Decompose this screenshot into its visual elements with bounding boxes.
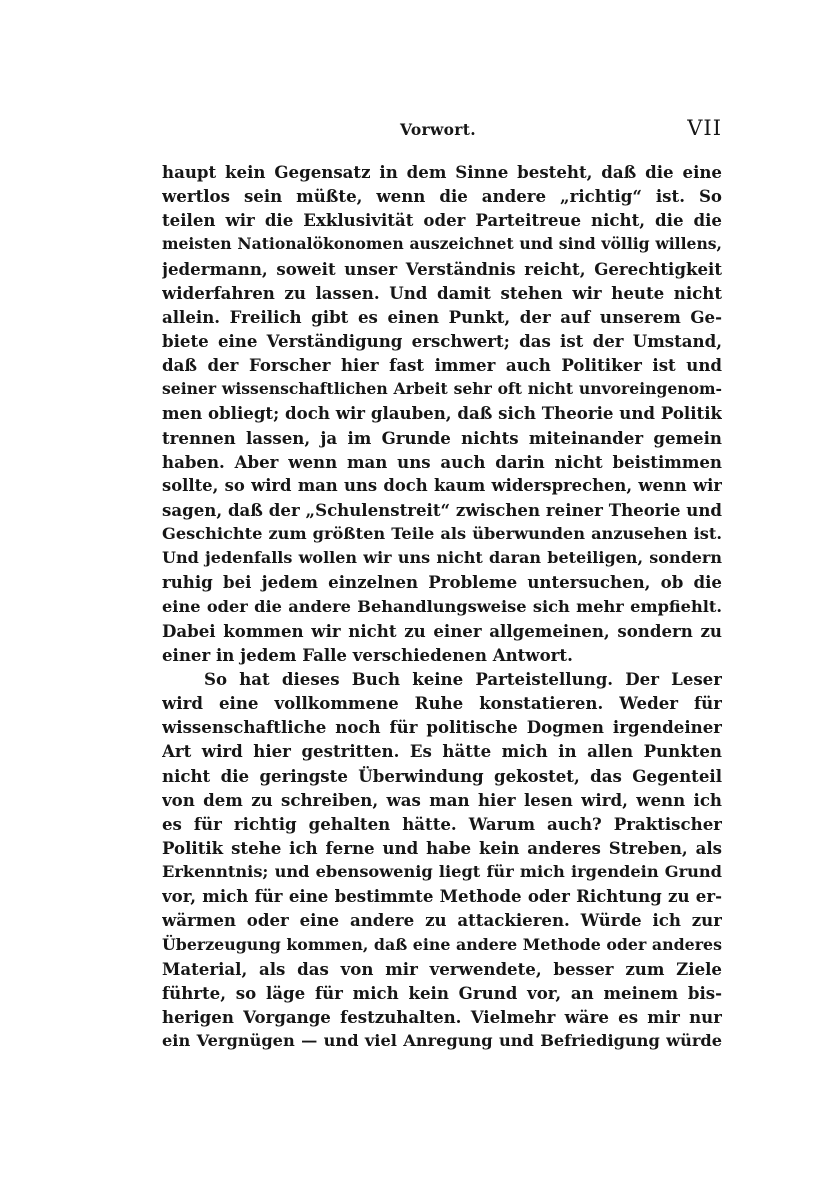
text-line: allein. Freilich gibt es einen Punkt, der auf unserem Ge- [162,306,722,327]
text-line: Erkenntnis; und ebensowenig liegt für mich irgendein Grund [162,862,722,882]
text-line: eine oder die andere Behandlungsweise sich mehr empfiehlt. [162,596,722,616]
text-line: es für richtig gehalten hätte. Warum auch? Praktischer [162,813,722,834]
text-line: men obliegt; doch wir glauben, daß sich Theorie und Politik [162,403,722,424]
text-line: wertlos sein müßte, wenn die andere „richtig“ ist. So [162,186,722,207]
running-head: Vorwort. [400,120,476,139]
text-line: nicht die geringste Überwindung gekostet, das Gegenteil [162,765,722,786]
text-line: jedermann, soweit unser Verständnis reicht, Gerechtigkeit [162,258,722,279]
text-line: ein Vergnügen — und viel Anregung und Befriedigung würde [162,1031,722,1051]
page-number: VII [687,116,722,140]
paragraph-start-line: So hat dieses Buch keine Parteistellung. Der Leser [204,668,722,689]
text-line: sagen, daß der „Schulenstreit“ zwischen reiner Theorie und [162,499,722,520]
text-line: Art wird hier gestritten. Es hätte mich in allen Punkten [162,741,722,762]
text-line: Überzeugung kommen, daß eine andere Methode oder anderes [162,934,722,954]
text-line: Und jedenfalls wollen wir uns nicht daran beteiligen, sondern [162,548,722,568]
text-line: haupt kein Gegensatz in dem Sinne besteht, daß die eine [162,162,722,182]
text-line: teilen wir die Exklusivität oder Parteitreue nicht, die die [162,210,722,231]
text-line: Geschichte zum größten Teile als überwunden anzusehen ist. [162,524,722,544]
body-text [162,160,722,1053]
text-line: haben. Aber wenn man uns auch darin nicht beistimmen [162,451,722,472]
text-line: biete eine Verständigung erschwert; das ist der Umstand, [162,330,722,351]
text-line: widerfahren zu lassen. Und damit stehen wir heute nicht [162,282,722,303]
text-line: trennen lassen, ja im Grunde nichts miteinander gemein [162,427,722,448]
text-line: führte, so läge für mich kein Grund vor, an meinem bis- [162,982,722,1003]
text-line: von dem zu schreiben, was man hier lesen wird, wenn ich [162,789,722,810]
text-line: sollte, so wird man uns doch kaum widersprechen, wenn wir [162,475,722,495]
text-line: vor, mich für eine bestimmte Methode oder Richtung zu er- [162,886,722,907]
text-line: meisten Nationalökonomen auszeichnet und sind völlig willens, [162,234,722,254]
page-header [162,116,722,144]
text-line: daß der Forscher hier fast immer auch Politiker ist und [162,355,722,376]
text-line: wird eine vollkommene Ruhe konstatieren. Weder für [162,693,722,714]
text-line: seiner wissenschaftlichen Arbeit sehr oft nicht unvoreingenom- [162,379,722,399]
paragraph-end-line: einer in jedem Falle verschiedenen Antwort. [162,644,573,665]
text-line: Dabei kommen wir nicht zu einer allgemeinen, sondern zu [162,620,722,641]
text-line: herigen Vorgange festzuhalten. Vielmehr wäre es mir nur [162,1006,722,1027]
text-line: wissenschaftliche noch für politische Dogmen irgendeiner [162,717,722,738]
text-line: wärmen oder eine andere zu attackieren. Würde ich zur [162,910,722,931]
text-line: ruhig bei jedem einzelnen Probleme untersuchen, ob die [162,572,722,593]
text-line: Material, als das von mir verwendete, besser zum Ziele [162,958,722,979]
text-line: Politik stehe ich ferne und habe kein anderes Streben, als [162,837,722,858]
